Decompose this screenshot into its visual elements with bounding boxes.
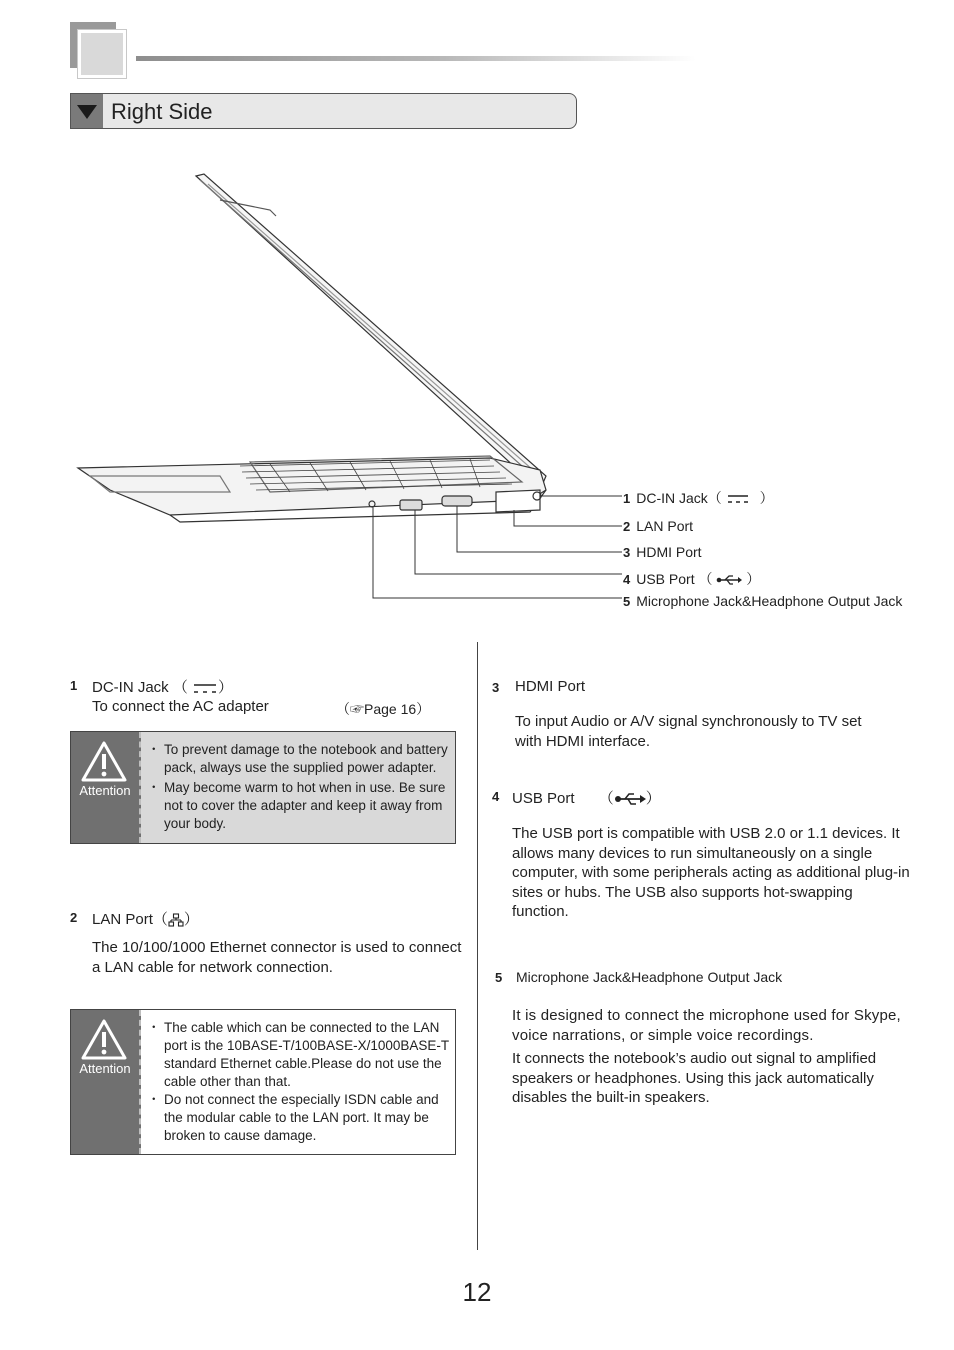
attention-bullet: ・ The cable which can be connected to the LAN port is the 10BASE-T/100BASE-X/1000BASE-T standard Ethernet cable.Please do not use the cable other than that. [153,1019,451,1091]
item-number: 1 [70,678,78,693]
usb-heading: USB Port （ ） [512,790,661,807]
callout-usb: 4 USB Port （ ） [623,571,761,587]
callout-lan: 2 LAN Port [623,518,694,534]
dc-in-heading: DC-IN Jack （ ） [92,679,234,696]
header-rule [136,56,696,61]
audio-jack-description-1: It is designed to connect the microphone used for Skype, voice narrations, or simple voice recordings. [512,1007,901,1044]
attention-bullet: ・ Do not connect the especially ISDN cable and the modular cable to the LAN port. It may be broken to cause damage. [153,1091,451,1145]
usb-icon [614,792,646,806]
attention-label: Attention [79,1061,131,1076]
audio-jack-description-2: It connects the notebook’s audio out signal to amplified speakers or headphones. Using this jack automatically disables the built-in speakers. [512,1050,877,1106]
callout-hdmi: 3 HDMI Port [623,544,702,560]
usb-icon [716,574,742,586]
page-reference-link[interactable]: （☞Page 16） [336,701,431,717]
dc-in-icon [726,494,750,504]
item-number: 5 [495,970,503,985]
network-icon [168,913,184,927]
warning-triangle-icon [80,740,128,784]
page-number: 12 [462,1277,492,1307]
attention-box-dc-in [70,731,456,844]
item-number: 4 [492,789,500,804]
dc-in-icon [192,682,218,694]
corner-decoration [70,22,125,77]
lan-description: The 10/100/1000 Ethernet connector is used to connect a LAN cable for network connection. [92,939,462,976]
audio-jack-heading: Microphone Jack&Headphone Output Jack [516,969,783,985]
lan-heading: LAN Port（ ） [92,911,199,928]
attention-bullet: ・ May become warm to hot when in use. Be sure not to cover the adapter and keep it away from your body. [153,779,451,833]
callout-audio: 5 Microphone Jack&Headphone Output Jack [623,593,903,609]
hdmi-description: To input Audio or A/V signal synchronously to TV set with HDMI interface. [515,713,862,750]
attention-label: Attention [79,783,131,798]
item-number: 3 [492,680,500,695]
attention-bullet: ・ To prevent damage to the notebook and battery pack, always use the supplied power adapter. [153,741,451,777]
usb-description: The USB port is compatible with USB 2.0 or 1.1 devices. It allows many devices to run simultaneously on a single computer, with some peripherals acting as additional plug-in sites or hubs. The USB also supports hot-swapping function. [512,825,910,920]
laptop-right-side-illustration [70,170,630,610]
callout-dc-in: 1 DC-IN Jack（ ） [623,490,774,506]
column-divider [477,642,478,1250]
warning-triangle-icon [80,1018,128,1062]
item-number: 2 [70,910,78,925]
section-title: Right Side [111,99,213,124]
triangle-down-icon [71,94,103,128]
hdmi-heading: HDMI Port [515,678,586,695]
dc-in-description: To connect the AC adapter [92,698,269,715]
attention-box-lan [70,1009,456,1155]
section-title-bar [70,93,577,129]
